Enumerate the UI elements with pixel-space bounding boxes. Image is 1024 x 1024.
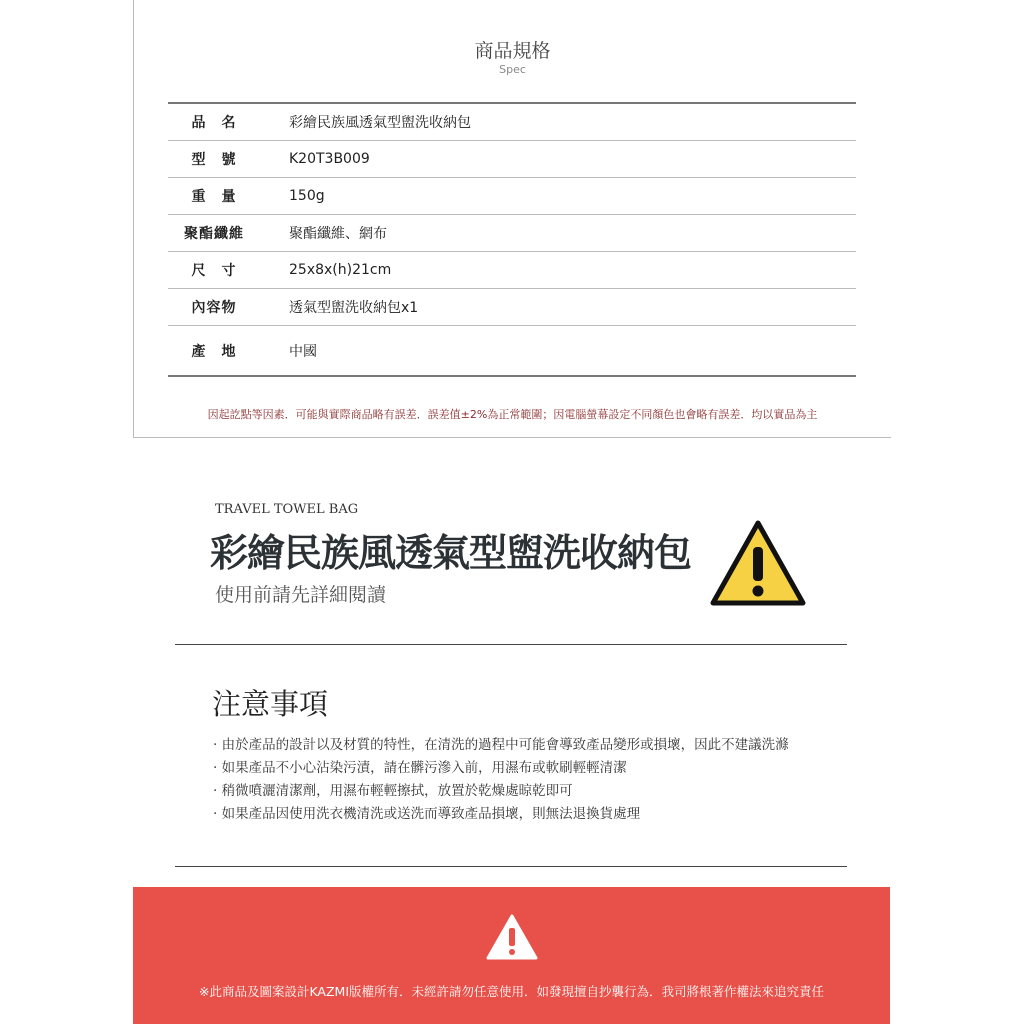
spec-label: 品 名	[191, 115, 237, 131]
warning-icon	[709, 517, 807, 607]
spec-table	[168, 102, 856, 377]
notice-item: · 由於產品的設計以及材質的特性，在清洗的過程中可能會導致產品變形或損壞，因此不建議洗滌	[213, 737, 789, 753]
spec-label: 重 量	[191, 189, 237, 205]
spec-row	[168, 289, 856, 326]
spec-value: 25x8x(h)21cm	[289, 262, 392, 278]
spec-value: 150g	[289, 188, 325, 204]
spec-row	[168, 141, 856, 178]
notice-list	[213, 734, 789, 826]
spec-row	[168, 104, 856, 141]
divider	[175, 644, 847, 645]
spec-value: 透氣型盥洗收納包x1	[289, 300, 419, 316]
disclaimer: 因起訖點等因素．可能與實際商品略有誤差．誤差值±2%為正常範圍；因電腦螢幕設定不同顏色也會略有誤差．均以實品為主	[207, 408, 818, 421]
notice-item: · 如果產品因使用洗衣機清洗或送洗而導致產品損壞，則無法退換貨處理	[213, 806, 641, 822]
spec-label: 產 地	[191, 343, 237, 360]
product-title: 彩繪民族風透氣型盥洗收納包	[210, 531, 692, 575]
spec-label: 型 號	[191, 152, 237, 168]
copyright-text: ※此商品及圖案設計KAZMI版權所有．未經許請勿任意使用．如發現擅自抄襲行為．我司將根著作權法來追究責任	[198, 984, 825, 999]
spec-panel	[133, 0, 891, 438]
notice-item: · 如果產品不小心沾染污漬，請在髒污滲入前，用濕布或軟刷輕輕清潔	[213, 760, 627, 776]
copyright-banner	[133, 887, 890, 1024]
spec-value: 彩繪民族風透氣型盥洗收納包	[289, 115, 471, 131]
spec-label: 聚酯纖維	[184, 226, 244, 242]
spec-row	[168, 326, 856, 375]
spec-label: 尺 寸	[191, 263, 237, 279]
warning-icon	[486, 913, 538, 961]
english-title: TRAVEL TOWEL BAG	[215, 502, 359, 517]
spec-row	[168, 252, 856, 289]
spec-row	[168, 178, 856, 215]
read-before-use: 使用前請先詳細閱讀	[215, 584, 387, 606]
notice-item: · 稍微噴灑清潔劑，用濕布輕輕擦拭，放置於乾燥處晾乾即可	[213, 783, 573, 799]
divider	[175, 866, 847, 867]
spec-row	[168, 215, 856, 252]
spec-subtitle: Spec	[499, 63, 526, 76]
spec-label: 內容物	[191, 300, 237, 316]
spec-title: 商品規格	[474, 40, 551, 62]
spec-value: 聚酯纖維、網布	[289, 226, 387, 242]
spec-value: K20T3B009	[289, 151, 370, 167]
spec-value: 中國	[289, 343, 317, 360]
notice-title: 注意事項	[212, 687, 329, 721]
